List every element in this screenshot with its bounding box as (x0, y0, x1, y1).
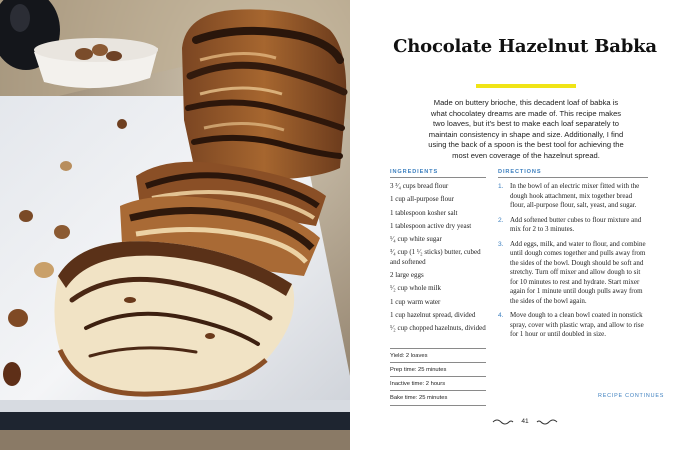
direction-step (498, 311, 646, 340)
ingredients-heading: INGREDIENTS (390, 169, 439, 175)
recipe-page (350, 0, 700, 450)
ingredients-list (390, 182, 486, 338)
step-text: Move dough to a clean bowl coated in nonstick spray, cover with plastic wrap, and allow to rise for 1 hour or until doubled in size. (510, 311, 644, 338)
ingredient-item: 3 ³⁄₄ cups bread flour (390, 182, 449, 190)
hazelnut-bowl (34, 38, 158, 88)
directions-heading: DIRECTIONS (498, 169, 542, 175)
direction-step (498, 216, 646, 235)
ingredient-item: 1 cup all-purpose flour (390, 195, 454, 204)
step-number: 1. (498, 183, 504, 190)
step-text: In the bowl of an electric mixer fitted with the dough hook attachment, mix together bread flour, all-purpose flour, salt, yeast, and sugar. (510, 182, 640, 209)
prep-time-line: Prep time: 25 minutes (390, 362, 486, 377)
ingredient-item: ¹⁄₄ cup white sugar (390, 235, 442, 244)
recipe-title: Chocolate Hazelnut Babka (393, 36, 657, 57)
ingredient-item: 2 large eggs (390, 271, 424, 280)
page-folio (492, 415, 558, 429)
ingredient-item: 1 cup hazelnut spread, divided (390, 311, 476, 320)
step-text: Add softened butter cubes to flour mixture and mix for 2 to 3 minutes. (510, 215, 642, 233)
whole-babka-loaf (182, 9, 346, 179)
inactive-time-line: Inactive time: 2 hours (390, 376, 486, 391)
direction-step (498, 240, 646, 307)
flourish-right-icon (536, 418, 558, 426)
recipe-intro: Made on buttery brioche, this decadent loaf of babka is what chocolatey dreams are made of. This recipe makes two loaves, but it's best to make each loaf separately to maintain consistency in shape and size. Additionally, I find using the back of a spoon is the best tool for achieving the most even coverage of the hazelnut spread. (428, 98, 624, 160)
bake-time-line: Bake time: 25 minutes (390, 390, 486, 406)
step-number: 2. (498, 216, 504, 224)
step-number: 3. (498, 240, 504, 248)
ingredient-item: ¹⁄₂ cup chopped hazelnuts, divided (390, 324, 486, 333)
ingredients-rule (390, 177, 486, 178)
page-number: 41 (521, 418, 529, 425)
yield-line: Yield: 2 loaves (390, 348, 486, 363)
direction-step (498, 182, 646, 211)
ingredient-item: 1 cup warm water (390, 297, 441, 306)
recipe-continues-label: RECIPE CONTINUES (598, 393, 665, 399)
directions-list (498, 182, 646, 345)
step-number: 4. (498, 312, 504, 319)
directions-rule (498, 177, 648, 178)
ingredient-item: ³⁄₄ cup (1 ¹⁄₂ sticks) butter, cubed and softened (390, 248, 481, 266)
title-underline (476, 84, 576, 88)
step-text: Add eggs, milk, and water to flour, and combine until dough comes together and pulls away from the sides of the bowl. Dough should be soft and stretchy. Turn off mixer and allow dough to sit for 10 minutes to rest and hydrate. Start mixer again for 1 minute until dough pulls away from the sides of the bowl again. (510, 239, 646, 305)
ingredient-item: 1 tablespoon active dry yeast (390, 221, 472, 230)
ingredient-item: ¹⁄₂ cup whole milk (390, 284, 442, 293)
ingredient-item: 1 tablespoon kosher salt (390, 208, 458, 217)
